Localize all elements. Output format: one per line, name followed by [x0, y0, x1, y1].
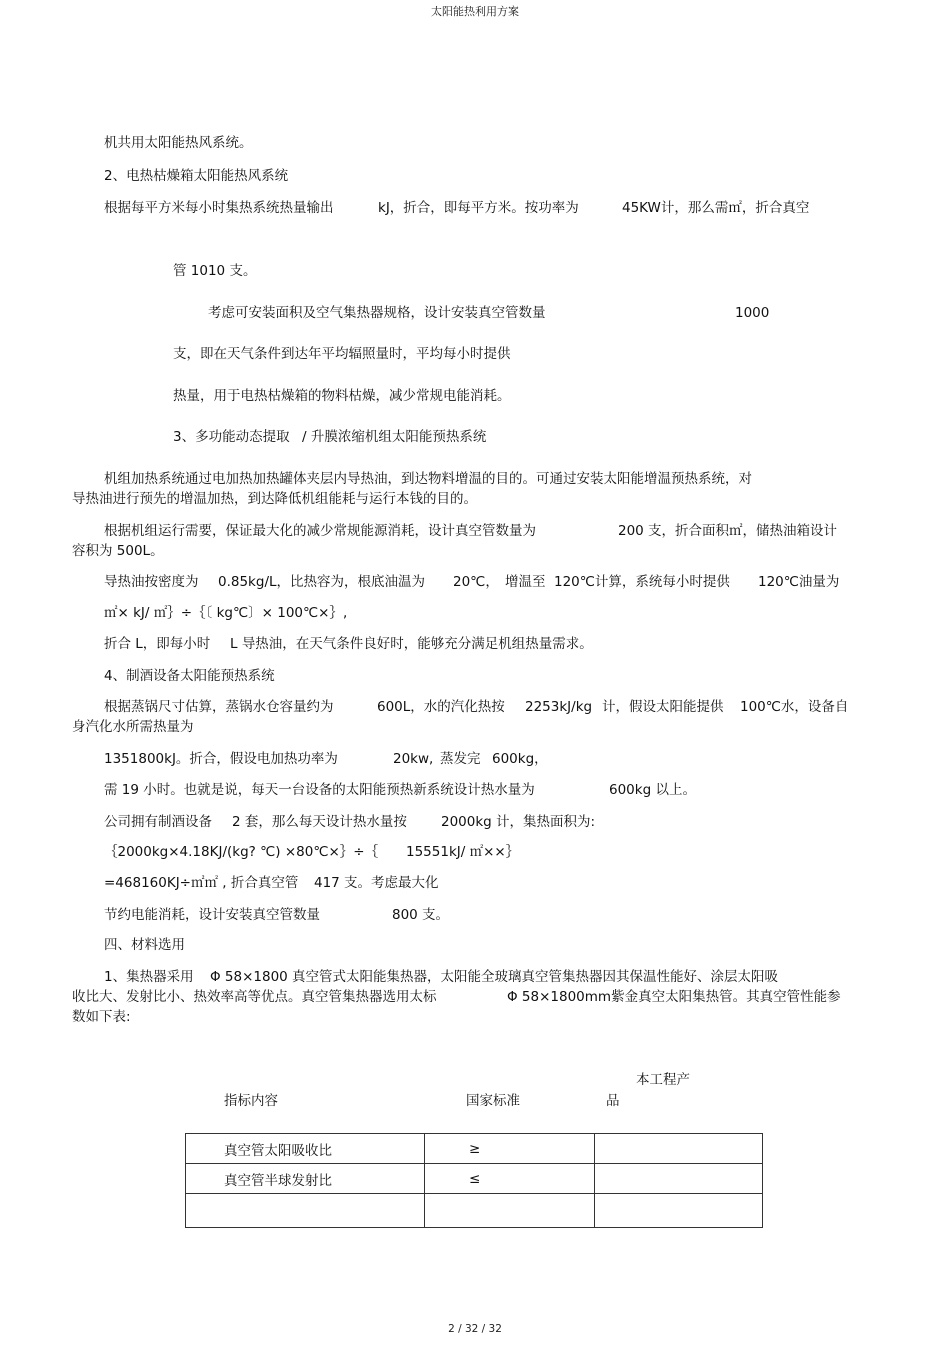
text-line: 200 支，折合面积㎡，储热油箱设计	[618, 523, 838, 539]
formula-line: ｛2000kg×4.18KJ/(kg? ℃) ×80℃×｝÷｛	[104, 844, 379, 860]
text-line: 导热油按密度为	[104, 574, 199, 590]
text-line: 节约电能消耗，设计安装真空管数量	[104, 907, 320, 923]
table-row	[186, 1194, 763, 1228]
text-line: L 导热油，在天气条件良好时，能够充分满足机组热量需求。	[230, 636, 593, 652]
table-cell: ≤	[425, 1164, 595, 1194]
text-line: 600kg，	[492, 751, 548, 767]
text-line: 120℃计算，系统每小时提供	[554, 574, 730, 590]
text-line: 2 套，那么每天设计热水量按	[232, 814, 407, 830]
text-line: 2000kg 计，集热面积为:	[441, 814, 596, 830]
text-line: 折合 L，即每小时	[104, 636, 211, 652]
text-line: 机共用太阳能热风系统。	[104, 135, 253, 151]
text-line: 0.85kg/L，	[218, 574, 291, 590]
text-line: 2253kJ/kg	[525, 699, 593, 715]
table-cell	[595, 1134, 763, 1164]
text-line: 120℃油量为	[758, 574, 840, 590]
table-header-indicator: 指标内容	[224, 1093, 278, 1109]
table-row	[186, 1164, 763, 1194]
text-line: 收比大、发射比小、热效率高等优点。真空管集热器选用太标	[72, 989, 437, 1005]
section-heading: 2、电热枯燥箱太阳能热风系统	[104, 168, 289, 184]
formula-line: =468160KJ÷㎡㎡ , 折合真空管	[104, 875, 299, 891]
text-line: 1000	[735, 305, 770, 321]
text-line: 考虑可安装面积及空气集热器规格，设计安装真空管数量	[208, 305, 546, 321]
table-cell	[425, 1194, 595, 1228]
table-header-national-standard: 国家标准	[466, 1093, 520, 1109]
text-line: 45KW计，那么需㎡，折合真空	[622, 200, 810, 216]
formula-line: 15551kJ/ ㎡××｝	[406, 844, 520, 860]
text-line: 1351800kJ。折合，假设电加热功率为	[104, 751, 338, 767]
table-cell	[186, 1194, 425, 1228]
text-line: kJ，折合，即每平方米。按功率为	[378, 200, 579, 216]
section-heading: 3、多功能动态提取	[173, 429, 290, 445]
formula-line: ㎡× kJ/ ㎡｝÷｛〔 kg℃〕× 100℃×｝,	[104, 605, 348, 621]
table-header-product: 本工程产	[636, 1072, 690, 1088]
section-heading: 四、材料选用	[104, 937, 185, 953]
text-line: Φ 58×1800 真空管式太阳能集热器，太阳能全玻璃真空管集热器因其保温性能好、涂层太阳吸	[210, 969, 779, 985]
table-cell	[595, 1194, 763, 1228]
text-line: 热量，用于电热枯燥箱的物料枯燥，减少常规电能消耗。	[173, 388, 511, 404]
text-line: 增温至	[505, 574, 546, 590]
text-line: 600L，水的汽化热按	[377, 699, 505, 715]
text-line: 身汽化水所需热量为	[72, 719, 194, 735]
text-line: 管 1010 支。	[173, 263, 257, 279]
text-line: 1、集热器采用	[104, 969, 194, 985]
page-footer: 2 / 32 / 32	[448, 1323, 502, 1335]
table-cell: ≥	[425, 1134, 595, 1164]
text-line: 公司拥有制酒设备	[104, 814, 212, 830]
page-header: 太阳能热利用方案	[431, 5, 519, 18]
section-heading: 4、制酒设备太阳能预热系统	[104, 668, 275, 684]
text-line: 根据机组运行需要，保证最大化的减少常规能源消耗，设计真空管数量为	[104, 523, 536, 539]
text-line: 比热容为，根底油温为	[290, 574, 425, 590]
text-line: 根据每平方米每小时集热系统热量输出	[104, 200, 334, 216]
table-cell	[595, 1164, 763, 1194]
table-cell: 真空管太阳吸收比	[186, 1134, 425, 1164]
text-line: 20℃，	[453, 574, 499, 590]
text-line: 20kw,	[393, 751, 434, 767]
section-heading: / 升膜浓缩机组太阳能预热系统	[302, 429, 487, 445]
text-line: 需 19 小时。也就是说，每天一台设备的太阳能预热新系统设计热水量为	[104, 782, 535, 798]
text-line: 支，即在天气条件到达年平均辐照量时，平均每小时提供	[173, 346, 511, 362]
text-line: 800 支。	[392, 907, 450, 923]
text-line: 容积为 500L。	[72, 543, 164, 559]
text-line: 417 支。考虑最大化	[314, 875, 439, 891]
text-line: 600kg 以上。	[609, 782, 696, 798]
text-line: 计，假设太阳能提供	[602, 699, 724, 715]
text-line: 100℃水，设备自	[740, 699, 849, 715]
table-row	[186, 1134, 763, 1164]
text-line: Φ 58×1800mm紫金真空太阳集热管。其真空管性能参	[507, 989, 841, 1005]
text-line: 数如下表:	[72, 1009, 131, 1025]
text-line: 导热油进行预先的增温加热，到达降低机组能耗与运行本钱的目的。	[72, 491, 477, 507]
table-header-product-cont: 品	[606, 1093, 620, 1109]
text-line: 机组加热系统通过电加热加热罐体夹层内导热油，到达物料增温的目的。可通过安装太阳能增温预热系统，对	[104, 471, 752, 487]
text-line: 根据蒸锅尺寸估算，蒸锅水仓容量约为	[104, 699, 334, 715]
text-line: 蒸发完	[440, 751, 481, 767]
spec-table	[185, 1133, 763, 1228]
table-cell: 真空管半球发射比	[186, 1164, 425, 1194]
